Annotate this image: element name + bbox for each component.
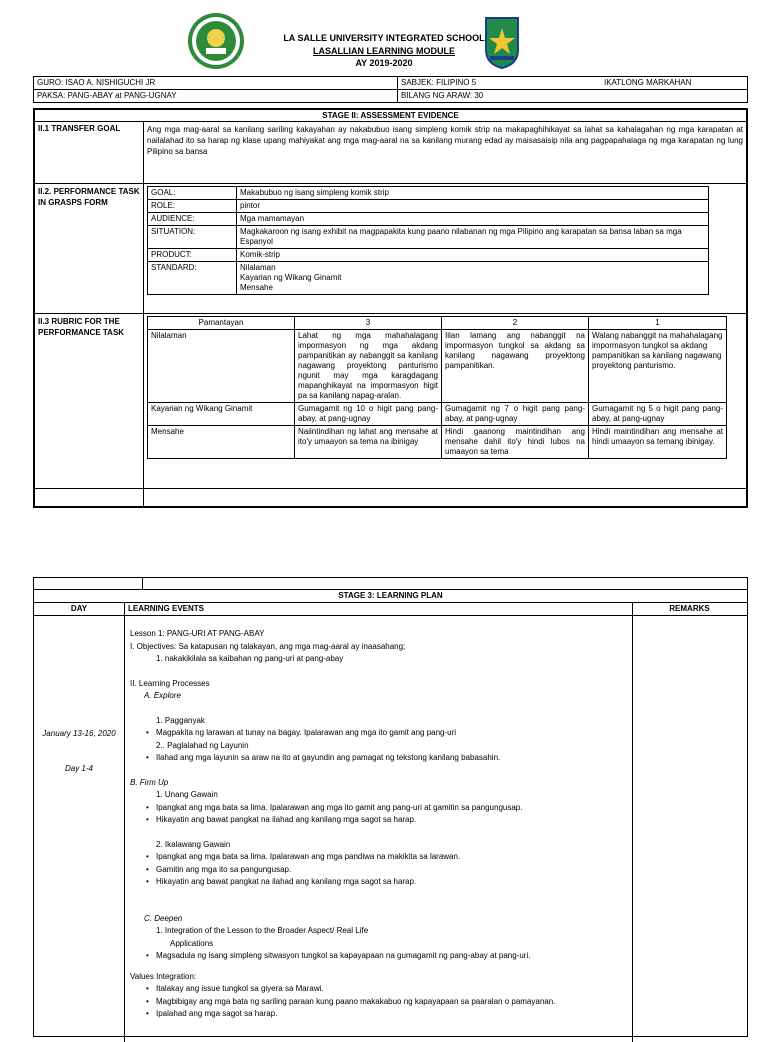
grasps-table <box>147 186 709 295</box>
deepen-heading: C. Deepen <box>144 913 183 923</box>
col-remarks-header: REMARKS <box>669 604 710 613</box>
grasps-value: Komik-strip <box>237 249 709 262</box>
table-row <box>148 187 709 200</box>
learning-events <box>130 628 628 1021</box>
table-row <box>148 426 727 459</box>
day-text: Day 1-4 <box>64 764 93 773</box>
rubric-header: Pamantayan <box>148 317 295 330</box>
col-day-header: DAY <box>70 604 88 613</box>
rubric-cell: Naiintindihan ng lahat ang mensahe at ito'y umaayon sa tema na ibinigay <box>295 426 442 459</box>
table-row <box>148 262 709 295</box>
bullet-item: • Magbibigay ang mga bata ng sariling paraan kung paano makakabuo ng kapayapaan sa paaralan o pamayanan. <box>156 997 555 1006</box>
rubric-cell: Lahat ng mga mahahalagang impormasyon ng mga akdang pampanitikan ay nabanggit sa kanilang nagawang proyektong panturismo ngunit may mga karagdagang mapanghikayat na impormasyon higit pa sa kanilang napag-aralan. <box>295 330 442 403</box>
unang-heading: 1. Unang Gawain <box>156 790 218 799</box>
teacher-label: GURO: ISAO A. NISHIGUCHI JR <box>37 78 156 87</box>
stage3-title: STAGE 3: LEARNING PLAN <box>338 591 443 600</box>
grasps-key: GOAL: <box>148 187 237 200</box>
rubric-cell: Hindi maintindihan ang mensahe at hindi umaayon sa temang ibinigay. <box>589 426 727 459</box>
grasps-value: Mga mamamayan <box>237 213 709 226</box>
table-row <box>148 317 727 330</box>
bullet-item: • Magpakita ng larawan at tunay na bagay. Ipalarawan ang mga ito gamit ang pang-uri <box>156 728 456 737</box>
bullet-item: • Hikayatin ang bawat pangkat na ilahad ang kanilang mga sagot sa harap. <box>156 877 416 886</box>
table-row <box>148 226 709 249</box>
rubric-cell: Gumagamit ng 5 o higit pang pang-abay, at pang-ugnay <box>589 403 727 426</box>
grasps-key: STANDARD: <box>148 262 237 295</box>
col-events-header: LEARNING EVENTS <box>128 604 205 613</box>
firmup-heading: B. Firm Up <box>130 777 169 787</box>
topic-label: PAKSA: PANG-ABAY at PANG-UGNAY <box>37 91 177 100</box>
table-row <box>148 213 709 226</box>
rubric-header: 2 <box>442 317 589 330</box>
rubric-cell: Gumagamit ng 7 o higit pang pang-abay, at pang-ugnay <box>442 403 589 426</box>
bullet-item: • Ipangkat ang mga bata sa lima. Ipalarawan ang mga ito gamit ang pang-uri at gamitin sa pangungusap. <box>156 803 522 812</box>
bullet-item: • Magsadula ng isang simpleng sitwasyon tungkol sa kapayapaan na gumagamit ng pang-abay at pang-uri. <box>156 951 530 960</box>
date-text: January 13-16, 2020 <box>42 729 116 738</box>
explore-heading: A. Explore <box>144 691 181 700</box>
grasps-key: SITUATION: <box>148 226 237 249</box>
days-label: BILANG NG ARAW: 30 <box>401 91 484 100</box>
paglalahad-heading: 2.. Paglalahad ng Layunin <box>156 740 249 750</box>
rubric-cell: Mensahe <box>148 426 295 459</box>
module-title: LASALLIAN LEARNING MODULE <box>313 46 455 56</box>
ikalawa-heading: 2. Ikalawang Gawain <box>156 839 231 849</box>
rubric-header: 3 <box>295 317 442 330</box>
bullet-item: • Gamitin ang mga ito sa pangungusap. <box>156 865 291 874</box>
table-row <box>148 330 727 403</box>
school-seal-logo <box>187 12 245 70</box>
bullet-item: • Hikayatin ang bawat pangkat na ilahad ang kanilang mga sagot sa harap. <box>156 815 416 824</box>
table-row <box>148 249 709 262</box>
values-heading: Values Integration: <box>130 971 197 981</box>
integration-subheading: Applications <box>170 938 214 948</box>
academic-year: AY 2019-2020 <box>355 58 413 68</box>
rubric-label: II.3 RUBRIC FOR THE PERFORMANCE TASK <box>38 317 125 337</box>
lesson-title: Lesson 1: PANG-URI AT PANG-ABAY <box>130 629 265 638</box>
rubric-cell: Nilalaman <box>148 330 295 403</box>
grasps-value: Nilalaman Kayarian ng Wikang Ginamit Mensahe <box>237 262 709 295</box>
table-row <box>148 200 709 213</box>
grasps-value: pintor <box>237 200 709 213</box>
integration-heading: 1. Integration of the Lesson to the Broader Aspect/ Real Life <box>156 926 369 935</box>
grasps-key: PRODUCT: <box>148 249 237 262</box>
subject-label: SABJEK: FILIPINO 5 <box>401 78 477 87</box>
grasps-key: AUDIENCE: <box>148 213 237 226</box>
objectives: I. Objectives: Sa katapusan ng talakayan, ang mga mag-aaral ay inaasahang; <box>130 641 406 651</box>
stage3-section <box>33 577 748 1037</box>
performance-task-label: II.2. PERFORMANCE TASK IN GRASPS FORM <box>38 187 140 207</box>
rubric-cell: Walang nabanggit na mahahalagang impormasyon tungkol sa akdang pampanitikan sa kanilang nagawang proyektong panturismo. <box>589 330 727 403</box>
bullet-item: • Ilahad ang mga layunin sa araw na ito at gayundin ang pamagat ng tekstong kanilang babasahin. <box>156 753 500 762</box>
rubric-header: 1 <box>589 317 727 330</box>
grasps-value: Magkakaroon ng isang exhibit na magpapakita kung paano nilabanan ng mga Pilipino ang karapatan sa bansa laban sa mga Espanyol <box>237 226 709 249</box>
quarter-label: IKATLONG MARKAHAN <box>604 78 692 87</box>
rubric-cell: Kayarian ng Wikang Ginamit <box>148 403 295 426</box>
rubric-table <box>147 316 727 459</box>
stage2-title: STAGE II: ASSESSMENT EVIDENCE <box>322 111 459 120</box>
rubric-cell: Hindi gaanong maintindihan ang mensahe dahil ito'y hindi lubos na umaayon sa tema <box>442 426 589 459</box>
rubric-cell: Iilan lamang ang nabanggit na impormasyon tungkol sa akdang sa kanilang nagawang proyektong pampanitikan. <box>442 330 589 403</box>
grasps-value: Makabubuo ng isang simpleng komik strip <box>237 187 709 200</box>
bullet-item: • Italakay ang issue tungkol sa giyera sa Marawi. <box>156 984 324 993</box>
objective-item: 1. nakakikilala sa kaibahan ng pang-uri at pang-abay <box>156 654 344 663</box>
bullet-item: • Ipalahad ang mga sagot sa harap. <box>156 1009 277 1018</box>
info-table <box>33 76 748 103</box>
bullet-item: • Ipangkat ang mga bata sa lima. Ipalarawan ang mga pandiwa na makikita sa larawan. <box>156 852 460 861</box>
table-row <box>148 403 727 426</box>
processes-heading: II. Learning Processes <box>130 678 210 688</box>
rubric-cell: Gumagamit ng 10 o higit pang pang-abay, at pang-ugnay <box>295 403 442 426</box>
pagganyak-heading: 1. Pagganyak <box>156 715 205 725</box>
school-name: LA SALLE UNIVERSITY INTEGRATED SCHOOL <box>283 33 485 43</box>
transfer-goal-label: II.1 TRANSFER GOAL <box>38 124 121 133</box>
transfer-goal-text: Ang mga mag-aaral sa kanilang sariling kakayahan ay nakabubuo isang simpleng komik strip na makapaghihikayat sa lahat sa kahalagahan ng mga karapatan at nailalahad ito sa harap ng klase upang mahiyakat ang mga mag-aaral na sa kanilang murang edad ay maisasaisip nila ang pagpapahalaga ng mga karapatan ng lung Pilipino sa bansa <box>147 125 743 156</box>
grasps-key: ROLE: <box>148 200 237 213</box>
stage2-section <box>33 108 748 508</box>
